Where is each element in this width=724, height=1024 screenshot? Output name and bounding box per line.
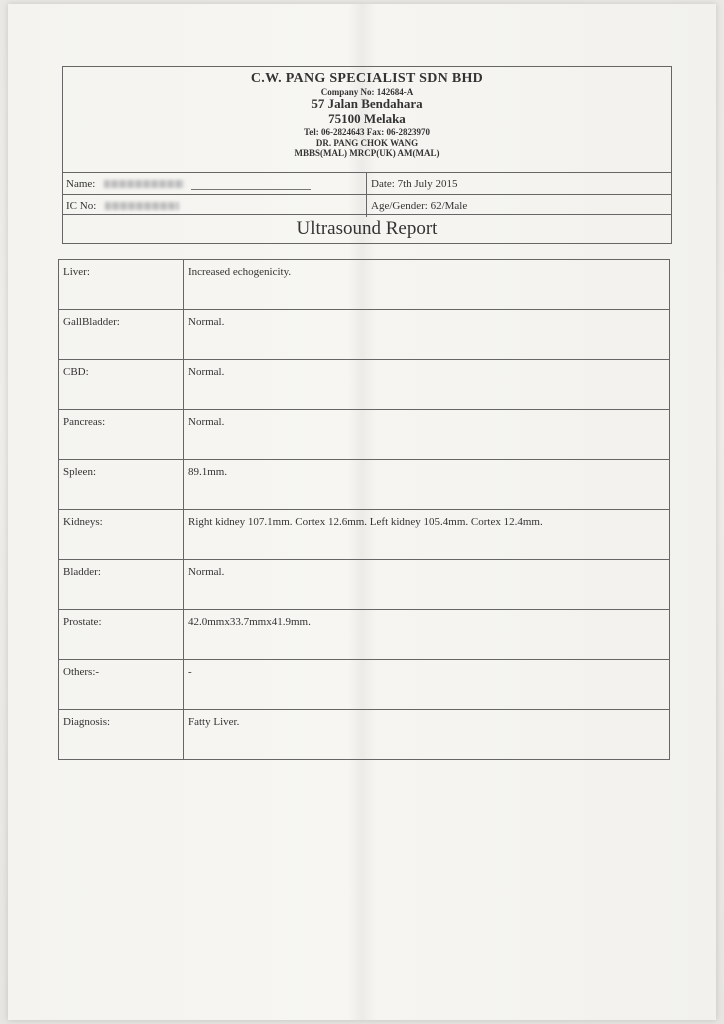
organ-label: Pancreas: — [59, 410, 184, 460]
redacted-ic — [105, 202, 179, 210]
finding-value: 89.1mm. — [184, 460, 670, 510]
patient-name-cell — [63, 173, 367, 195]
doctor-name: DR. PANG CHOK WANG — [315, 137, 419, 148]
name-label: Name: — [66, 178, 96, 190]
finding-value: 42.0mmx33.7mmx41.9mm. — [184, 610, 670, 660]
date-value: 7th July 2015 — [397, 178, 458, 190]
organ-label: Others:- — [59, 660, 184, 710]
finding-value: Normal. — [184, 360, 670, 410]
report-header — [62, 66, 672, 244]
table-row — [59, 710, 670, 760]
finding-value: Normal. — [184, 410, 670, 460]
age-gender-label: Age/Gender: — [371, 200, 428, 212]
finding-value: Fatty Liver. — [184, 710, 670, 760]
organ-label: Kidneys: — [59, 510, 184, 560]
redacted-name — [104, 180, 184, 188]
table-row — [59, 560, 670, 610]
company-reg-no: Company No: 142684-A — [320, 87, 414, 98]
letterhead — [63, 71, 671, 158]
address-line-1: 57 Jalan Bendahara — [311, 96, 423, 112]
table-row — [59, 510, 670, 560]
finding-value: Right kidney 107.1mm. Cortex 12.6mm. Left kidney 105.4mm. Cortex 12.4mm. — [184, 510, 670, 560]
address-line-2: 75100 Melaka — [328, 111, 406, 127]
name-underline — [191, 188, 311, 190]
ic-label: IC No: — [66, 200, 97, 212]
date-label: Date: — [371, 178, 395, 190]
organ-label: Diagnosis: — [59, 710, 184, 760]
company-name: C.W. PANG SPECIALIST SDN BHD — [250, 71, 484, 86]
organ-label: Liver: — [59, 260, 184, 310]
finding-value: Normal. — [184, 310, 670, 360]
table-row — [59, 310, 670, 360]
organ-label: Bladder: — [59, 560, 184, 610]
table-row — [59, 460, 670, 510]
table-row — [59, 610, 670, 660]
table-row — [59, 660, 670, 710]
age-gender-value: 62/Male — [430, 200, 468, 212]
findings-table — [58, 259, 670, 760]
table-row — [59, 410, 670, 460]
organ-label: Spleen: — [59, 460, 184, 510]
organ-label: Prostate: — [59, 610, 184, 660]
table-row — [59, 360, 670, 410]
finding-value: Normal. — [184, 560, 670, 610]
organ-label: CBD: — [59, 360, 184, 410]
doctor-qualifications: MBBS(MAL) MRCP(UK) AM(MAL) — [294, 148, 440, 158]
finding-value: Increased echogenicity. — [184, 260, 670, 310]
contact-numbers: Tel: 06-2824643 Fax: 06-2823970 — [304, 127, 430, 138]
organ-label: GallBladder: — [59, 310, 184, 360]
report-title: Ultrasound Report — [63, 214, 671, 243]
table-row — [59, 260, 670, 310]
finding-value: - — [184, 660, 670, 710]
patient-row-1 — [63, 172, 671, 195]
